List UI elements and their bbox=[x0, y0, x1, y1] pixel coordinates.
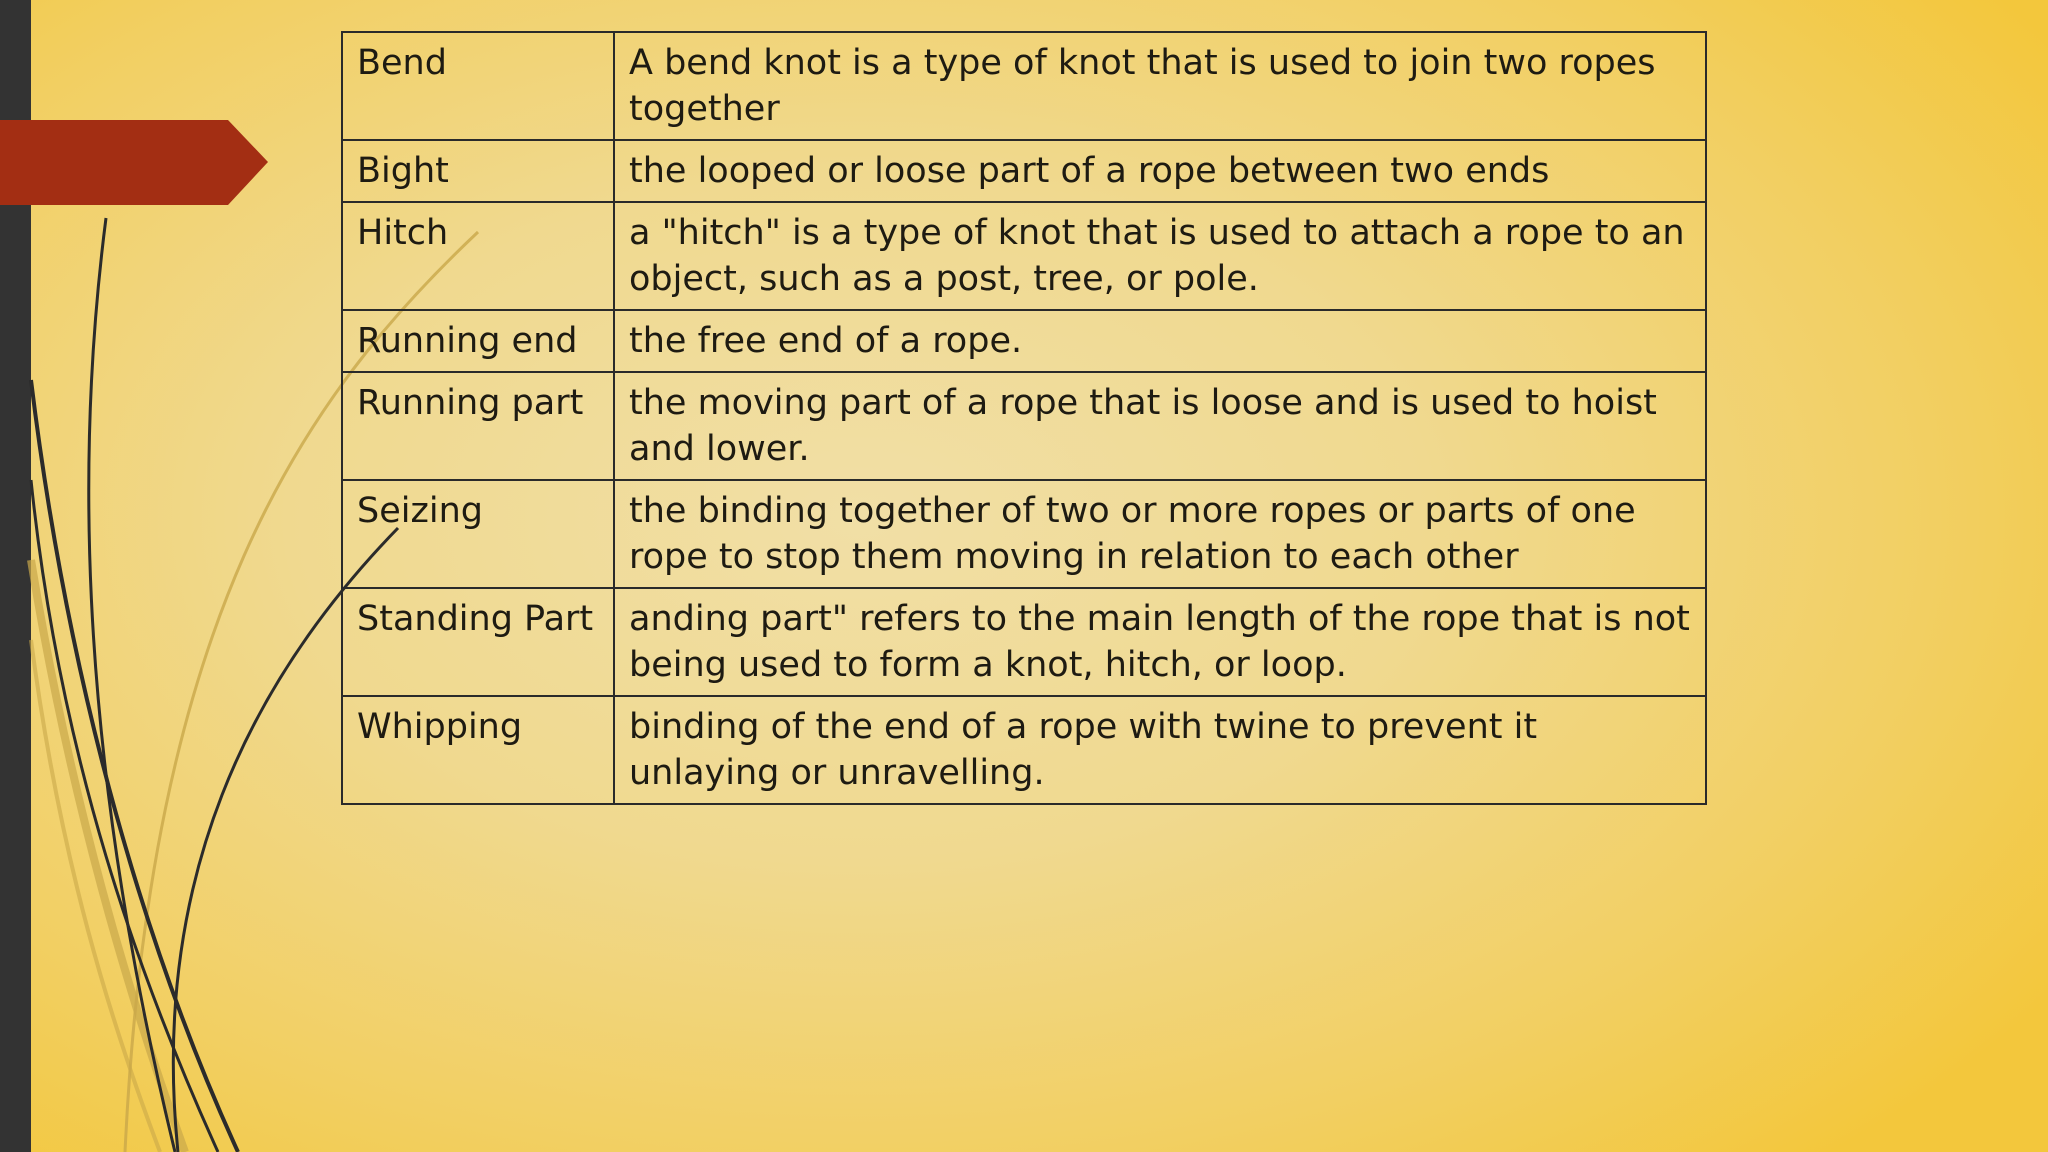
term-cell: Bight bbox=[342, 140, 614, 202]
table-row bbox=[342, 372, 1706, 480]
definition-cell: binding of the end of a rope with twine to prevent it unlaying or unravelling. bbox=[614, 696, 1706, 804]
definition-cell: the moving part of a rope that is loose and is used to hoist and lower. bbox=[614, 372, 1706, 480]
definition-cell: A bend knot is a type of knot that is used to join two ropes together bbox=[614, 32, 1706, 140]
dark-curve-2 bbox=[31, 380, 238, 1152]
red-arrow-banner bbox=[0, 120, 268, 205]
term-cell: Whipping bbox=[342, 696, 614, 804]
glossary-table bbox=[341, 31, 1707, 805]
term-cell: Seizing bbox=[342, 480, 614, 588]
table-row bbox=[342, 696, 1706, 804]
definition-cell: anding part" refers to the main length of the rope that is not being used to form a knot, hitch, or loop. bbox=[614, 588, 1706, 696]
faint-curve-2 bbox=[31, 560, 185, 1152]
dark-curve-3 bbox=[31, 480, 218, 1152]
dark-curve-1 bbox=[89, 218, 175, 1152]
table-row bbox=[342, 480, 1706, 588]
definition-cell: the looped or loose part of a rope between two ends bbox=[614, 140, 1706, 202]
term-cell: Running end bbox=[342, 310, 614, 372]
term-cell: Hitch bbox=[342, 202, 614, 310]
table-row bbox=[342, 310, 1706, 372]
definition-cell: the binding together of two or more ropes or parts of one rope to stop them moving in relation to each other bbox=[614, 480, 1706, 588]
table-row bbox=[342, 32, 1706, 140]
term-cell: Running part bbox=[342, 372, 614, 480]
definition-cell: a "hitch" is a type of knot that is used to attach a rope to an object, such as a post, tree, or pole. bbox=[614, 202, 1706, 310]
table-row bbox=[342, 588, 1706, 696]
table-row bbox=[342, 140, 1706, 202]
definition-cell: the free end of a rope. bbox=[614, 310, 1706, 372]
table-row bbox=[342, 202, 1706, 310]
faint-curve-3 bbox=[31, 640, 160, 1152]
term-cell: Standing Part bbox=[342, 588, 614, 696]
term-cell: Bend bbox=[342, 32, 614, 140]
left-dark-strip bbox=[0, 0, 31, 1152]
